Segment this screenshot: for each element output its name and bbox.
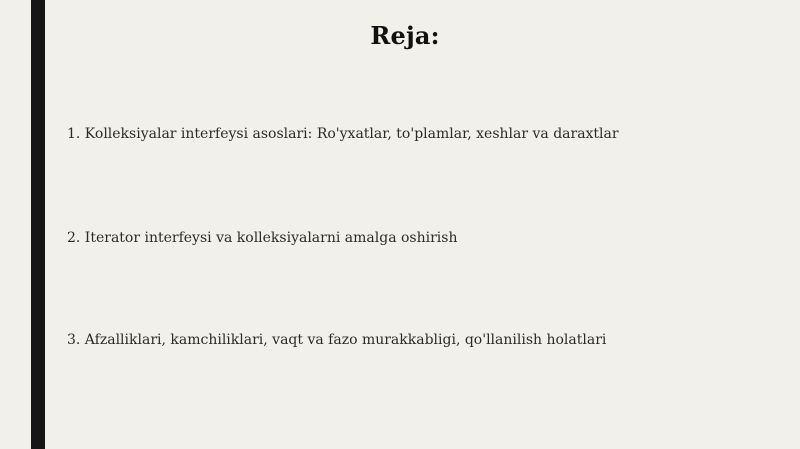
list-item: 3. Afzalliklari, kamchiliklari, vaqt va fazo murakkabligi, qo'llanilish holatlari [67,332,607,348]
list-item: 2. Iterator interfeysi va kolleksiyalarni amalga oshirish [67,230,458,246]
slide-title: Reja: [370,21,440,50]
list-item: 1. Kolleksiyalar interfeysi asoslari: Ro'yxatlar, to'plamlar, xeshlar va daraxtlar [67,126,619,142]
left-accent-bar [31,0,45,449]
